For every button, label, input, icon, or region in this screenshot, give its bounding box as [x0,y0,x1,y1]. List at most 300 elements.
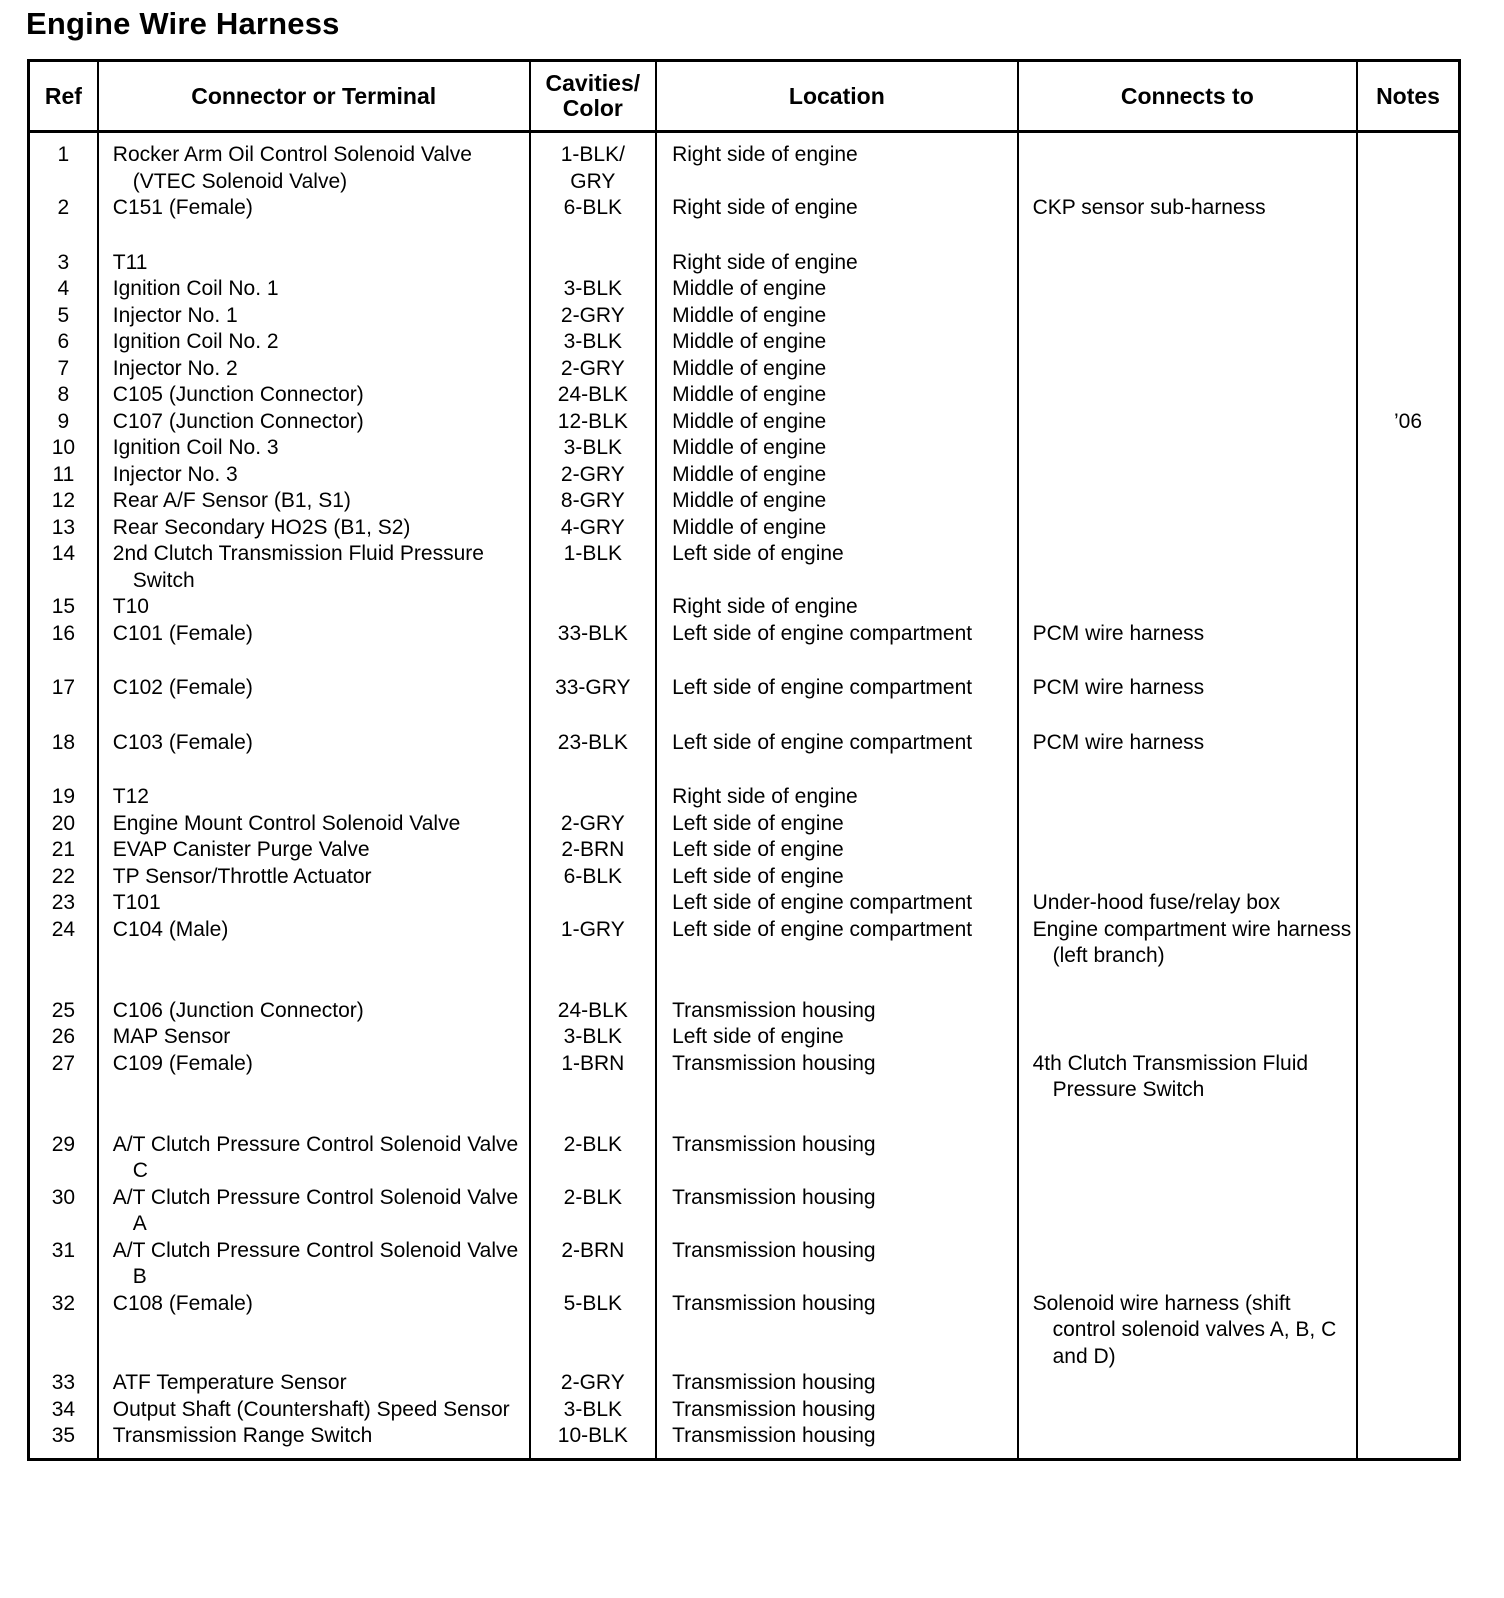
location-cell-text: Transmission housing [672,998,876,1022]
location-cell-text: Transmission housing [672,1185,876,1209]
connects-to-cell [1018,132,1357,196]
connector-cell-text: Rear A/F Sensor (B1, S1) [112,489,351,512]
ref-cell [29,329,98,356]
notes-cell [1357,1132,1459,1185]
ref-cell [29,864,98,891]
ref-cell [29,837,98,864]
cavities-cell-text: 3-BLK [563,436,623,459]
cavities-cell [530,837,657,864]
location-cell [656,462,1018,489]
table-row [29,730,1460,785]
connects-to-cell [1018,515,1357,542]
location-cell-text: Transmission housing [672,1371,876,1394]
ref-cell [29,250,98,277]
notes-cell [1357,435,1459,462]
ref-cell-text: 13 [51,515,76,539]
ref-cell-text: 16 [51,621,76,645]
table-row [29,515,1460,542]
location-cell [656,1397,1018,1424]
table-row [29,541,1460,594]
ref-cell-text: 11 [52,462,75,486]
ref-cell-text: 25 [51,998,76,1022]
ref-cell-text: 29 [51,1132,76,1156]
ref-cell [29,435,98,462]
connects-to-cell [1018,329,1357,356]
connects-to-cell [1018,409,1357,436]
cavities-cell-text: 1-BLK [563,542,623,565]
cavities-cell-text: 3-BLK [563,1025,623,1048]
table-row [29,409,1460,436]
ref-cell-text: 31 [51,1238,76,1262]
connector-cell [98,1238,530,1291]
connects-to-cell [1018,356,1357,383]
cavities-cell-text: 2-BLK [563,1132,623,1156]
connector-cell-text: C107 (Junction Connector) [112,409,364,433]
location-cell [656,1132,1018,1185]
connects-to-cell [1018,382,1357,409]
connects-to-cell [1018,435,1357,462]
notes-cell [1357,594,1459,621]
connector-cell-text: EVAP Canister Purge Valve [112,838,370,861]
cavities-cell [530,329,657,356]
notes-cell [1357,811,1459,838]
table-row [29,329,1460,356]
location-cell [656,409,1018,436]
connects-to-cell [1018,195,1357,250]
table-row [29,864,1460,891]
connector-cell-text: Injector No. 3 [112,462,238,486]
location-cell [656,730,1018,785]
notes-cell [1357,890,1459,917]
ref-cell-text: 12 [51,489,76,512]
cavities-cell-text: 2-BLK [563,1185,623,1209]
location-cell [656,1051,1018,1132]
connector-cell-text: C101 (Female) [112,621,253,645]
ref-cell-text: 9 [57,409,70,433]
cavities-cell [530,1370,657,1397]
ref-cell-text: 33 [51,1371,76,1394]
connector-cell-text: 2nd Clutch Transmission Fluid Pressure Switch [112,542,484,592]
cavities-cell-text: 2-GRY [560,811,625,835]
cavities-cell-text: 2-GRY [560,1371,625,1394]
table-row [29,675,1460,730]
location-cell [656,250,1018,277]
ref-cell [29,811,98,838]
table-row [29,303,1460,330]
table-row [29,1423,1460,1459]
ref-cell [29,356,98,383]
connector-cell-text: C106 (Junction Connector) [112,998,364,1022]
table-row [29,356,1460,383]
ref-cell-text: 1 [57,143,70,166]
cavities-cell-text: 2-GRY [560,303,625,327]
notes-cell [1357,1397,1459,1424]
location-cell-text: Right side of engine [672,785,858,808]
table-row [29,435,1460,462]
cavities-cell [530,250,657,277]
connector-cell-text: T10 [112,595,149,618]
ref-cell-text: 24 [51,917,76,941]
connector-cell-text: Engine Mount Control Solenoid Valve [112,811,461,835]
connects-to-cell [1018,621,1357,676]
table-row [29,132,1460,196]
connector-cell [98,998,530,1025]
location-cell [656,1185,1018,1238]
connects-to-cell-text: PCM wire harness [1032,676,1205,699]
location-cell-text: Middle of engine [672,462,827,486]
table-row [29,1370,1460,1397]
connector-cell-text: Transmission Range Switch [112,1424,373,1447]
ref-cell [29,1423,98,1459]
connector-cell [98,356,530,383]
notes-cell [1357,621,1459,676]
location-cell [656,998,1018,1025]
connector-cell [98,1051,530,1132]
location-cell-text: Left side of engine [672,838,844,861]
cavities-cell-text: 33-BLK [557,621,628,645]
connects-to-cell [1018,890,1357,917]
table-row [29,890,1460,917]
cavities-cell [530,890,657,917]
connector-cell [98,864,530,891]
connects-to-cell [1018,917,1357,998]
ref-cell-text: 30 [51,1185,76,1209]
cavities-cell [530,1024,657,1051]
connector-cell [98,329,530,356]
connector-cell [98,435,530,462]
connector-cell [98,1024,530,1051]
ref-cell [29,1132,98,1185]
location-cell-text: Right side of engine [672,250,858,274]
connector-cell-text: C108 (Female) [112,1291,253,1315]
location-cell-text: Right side of engine [672,143,858,166]
location-cell [656,1370,1018,1397]
cavities-cell [530,1291,657,1371]
location-cell [656,890,1018,917]
connector-cell-text: Ignition Coil No. 1 [112,277,279,300]
connector-cell-text: C103 (Female) [112,730,253,754]
cavities-cell-text: 1-BLK/ GRY [560,143,625,193]
cavities-cell-text: 2-GRY [560,356,625,380]
connector-cell-text: C151 (Female) [112,196,253,219]
ref-cell-text: 7 [57,356,70,380]
cavities-cell [530,276,657,303]
connector-cell-text: C105 (Junction Connector) [112,383,364,406]
connects-to-cell [1018,1024,1357,1051]
cavities-cell [530,1132,657,1185]
location-cell [656,864,1018,891]
harness-table [27,59,1461,1461]
connects-to-cell [1018,1291,1357,1371]
cavities-cell [530,864,657,891]
cavities-cell [530,488,657,515]
cavities-cell-text: 6-BLK [563,196,623,219]
connector-cell-text: Output Shaft (Countershaft) Speed Sensor [112,1397,510,1421]
connects-to-cell [1018,837,1357,864]
cavities-cell [530,1423,657,1459]
table-row [29,837,1460,864]
location-cell [656,276,1018,303]
location-cell-text: Left side of engine compartment [672,676,973,699]
ref-cell-text: 19 [51,785,76,808]
connector-cell [98,462,530,489]
ref-cell [29,1291,98,1371]
connector-cell-text: C102 (Female) [112,676,253,699]
connector-cell [98,730,530,785]
cavities-cell-text: 10-BLK [557,1424,628,1447]
cavities-cell [530,356,657,383]
connector-cell [98,675,530,730]
connects-to-cell [1018,1397,1357,1424]
location-cell-text: Left side of engine [672,864,844,888]
connects-to-cell [1018,488,1357,515]
table-row [29,1397,1460,1424]
connector-cell [98,488,530,515]
connects-to-cell [1018,1185,1357,1238]
location-cell [656,356,1018,383]
notes-cell [1357,1423,1459,1459]
connector-cell-text: T12 [112,785,149,808]
connects-to-cell-text: Engine compartment wire harness (left branch) [1032,917,1352,967]
connects-to-cell [1018,250,1357,277]
location-cell-text: Transmission housing [672,1397,876,1421]
cavities-cell-text: 8-GRY [560,489,625,512]
notes-cell [1357,864,1459,891]
ref-cell-text: 22 [51,864,76,888]
notes-cell [1357,329,1459,356]
cavities-cell [530,435,657,462]
ref-cell-text: 18 [51,730,76,754]
connector-cell-text: C109 (Female) [112,1051,253,1075]
table-row [29,1185,1460,1238]
connector-cell [98,837,530,864]
connects-to-cell [1018,675,1357,730]
connector-cell [98,276,530,303]
connector-cell [98,1397,530,1424]
location-cell [656,303,1018,330]
connector-cell [98,303,530,330]
ref-cell [29,730,98,785]
cavities-cell [530,730,657,785]
connector-cell-text: Injector No. 1 [112,303,238,327]
table-row [29,250,1460,277]
connector-cell [98,409,530,436]
notes-cell [1357,541,1459,594]
connector-cell [98,890,530,917]
connects-to-cell [1018,784,1357,811]
ref-cell [29,276,98,303]
cavities-cell [530,675,657,730]
location-cell [656,1238,1018,1291]
cavities-cell [530,594,657,621]
location-cell [656,132,1018,196]
connector-cell-text: Injector No. 2 [112,356,238,380]
ref-cell [29,621,98,676]
ref-cell-text: 2 [57,196,70,219]
connects-to-cell [1018,1051,1357,1132]
location-cell-text: Left side of engine compartment [672,891,973,914]
notes-cell [1357,1291,1459,1371]
table-row [29,621,1460,676]
connects-to-cell [1018,303,1357,330]
connector-cell-text: TP Sensor/Throttle Actuator [112,864,372,888]
location-cell [656,541,1018,594]
connects-to-cell [1018,1238,1357,1291]
connector-cell-text: T11 [112,250,148,274]
location-cell [656,515,1018,542]
ref-cell-text: 14 [51,542,76,565]
location-cell [656,382,1018,409]
connector-cell [98,594,530,621]
location-cell [656,784,1018,811]
table-row [29,462,1460,489]
col-header-connects-to: Connects to [1018,61,1357,132]
col-header-notes: Notes [1357,61,1459,132]
col-header-cavities-text: Cavities/ Color [545,70,641,121]
location-cell-text: Right side of engine [672,196,858,219]
cavities-cell [530,382,657,409]
cavities-cell-text: 5-BLK [563,1291,623,1315]
ref-cell-text: 20 [51,811,76,835]
table-row [29,1132,1460,1185]
cavities-cell [530,303,657,330]
location-cell-text: Transmission housing [672,1132,876,1156]
ref-cell-text: 23 [51,891,76,914]
connects-to-cell [1018,1370,1357,1397]
ref-cell-text: 32 [51,1291,76,1315]
connector-cell-text: Ignition Coil No. 2 [112,330,279,353]
ref-cell-text: 35 [51,1424,76,1447]
cavities-cell [530,409,657,436]
cavities-cell [530,195,657,250]
cavities-cell [530,541,657,594]
ref-cell [29,1397,98,1424]
location-cell [656,811,1018,838]
cavities-cell-text: 24-BLK [557,383,628,406]
connects-to-cell [1018,541,1357,594]
connector-cell [98,541,530,594]
ref-cell-text: 6 [57,330,70,353]
ref-cell-text: 4 [57,277,70,300]
location-cell-text: Middle of engine [672,489,827,512]
notes-cell [1357,303,1459,330]
notes-cell [1357,837,1459,864]
notes-cell [1357,488,1459,515]
cavities-cell [530,1051,657,1132]
connector-cell [98,515,530,542]
location-cell-text: Middle of engine [672,383,827,406]
connects-to-cell [1018,462,1357,489]
notes-cell [1357,515,1459,542]
ref-cell [29,1024,98,1051]
table-row [29,998,1460,1025]
notes-cell [1357,1024,1459,1051]
location-cell [656,435,1018,462]
ref-cell [29,784,98,811]
connector-cell-text: MAP Sensor [112,1025,231,1048]
connector-cell-text: C104 (Male) [112,917,229,941]
col-header-ref: Ref [29,61,98,132]
ref-cell-text: 21 [51,838,76,861]
location-cell-text: Middle of engine [672,515,827,539]
connector-cell-text: A/T Clutch Pressure Control Solenoid Valve B [112,1238,519,1288]
ref-cell [29,541,98,594]
notes-cell [1357,276,1459,303]
location-cell-text: Middle of engine [672,436,827,459]
ref-cell-text: 15 [51,595,76,618]
location-cell [656,917,1018,998]
connector-cell [98,1370,530,1397]
cavities-cell [530,1185,657,1238]
ref-cell-text: 5 [57,303,70,327]
ref-cell-text: 8 [57,383,70,406]
notes-cell [1357,998,1459,1025]
cavities-cell-text: 23-BLK [557,730,628,754]
location-cell [656,329,1018,356]
page-title: Engine Wire Harness [26,6,340,41]
cavities-cell [530,462,657,489]
cavities-cell-text: 6-BLK [563,864,623,888]
ref-cell-text: 26 [51,1025,76,1048]
cavities-cell-text: 24-BLK [557,998,628,1022]
col-header-location: Location [656,61,1018,132]
connector-cell [98,784,530,811]
connects-to-cell-text: Under-hood fuse/relay box [1032,891,1281,914]
ref-cell [29,132,98,196]
location-cell [656,594,1018,621]
notes-cell [1357,1238,1459,1291]
location-cell-text: Middle of engine [672,356,827,380]
cavities-cell-text: 3-BLK [563,1397,623,1421]
ref-cell [29,917,98,998]
notes-cell [1357,917,1459,998]
cavities-cell [530,811,657,838]
notes-cell-text: ’06 [1394,409,1423,433]
ref-cell [29,382,98,409]
notes-cell [1357,1185,1459,1238]
connector-cell [98,1185,530,1238]
location-cell [656,488,1018,515]
connector-cell [98,1132,530,1185]
notes-cell [1357,784,1459,811]
table-row [29,488,1460,515]
notes-cell [1357,462,1459,489]
location-cell-text: Left side of engine compartment [672,730,973,754]
connects-to-cell-text: Solenoid wire harness (shift control solenoid valves A, B, C and D) [1032,1291,1337,1368]
connector-cell [98,811,530,838]
connects-to-cell-text: CKP sensor sub-harness [1032,196,1266,219]
notes-cell [1357,382,1459,409]
cavities-cell [530,621,657,676]
connector-cell [98,382,530,409]
table-row [29,276,1460,303]
notes-cell [1357,730,1459,785]
header-row [29,61,1460,132]
location-cell-text: Transmission housing [672,1238,876,1262]
location-cell-text: Transmission housing [672,1051,876,1075]
cavities-cell [530,784,657,811]
connector-cell [98,1423,530,1459]
table-row [29,382,1460,409]
connects-to-cell [1018,276,1357,303]
connector-cell [98,1291,530,1371]
table-row [29,1238,1460,1291]
notes-cell [1357,250,1459,277]
table-row [29,917,1460,998]
cavities-cell-text: 12-BLK [557,409,628,433]
ref-cell [29,1238,98,1291]
location-cell-text: Left side of engine [672,811,844,835]
